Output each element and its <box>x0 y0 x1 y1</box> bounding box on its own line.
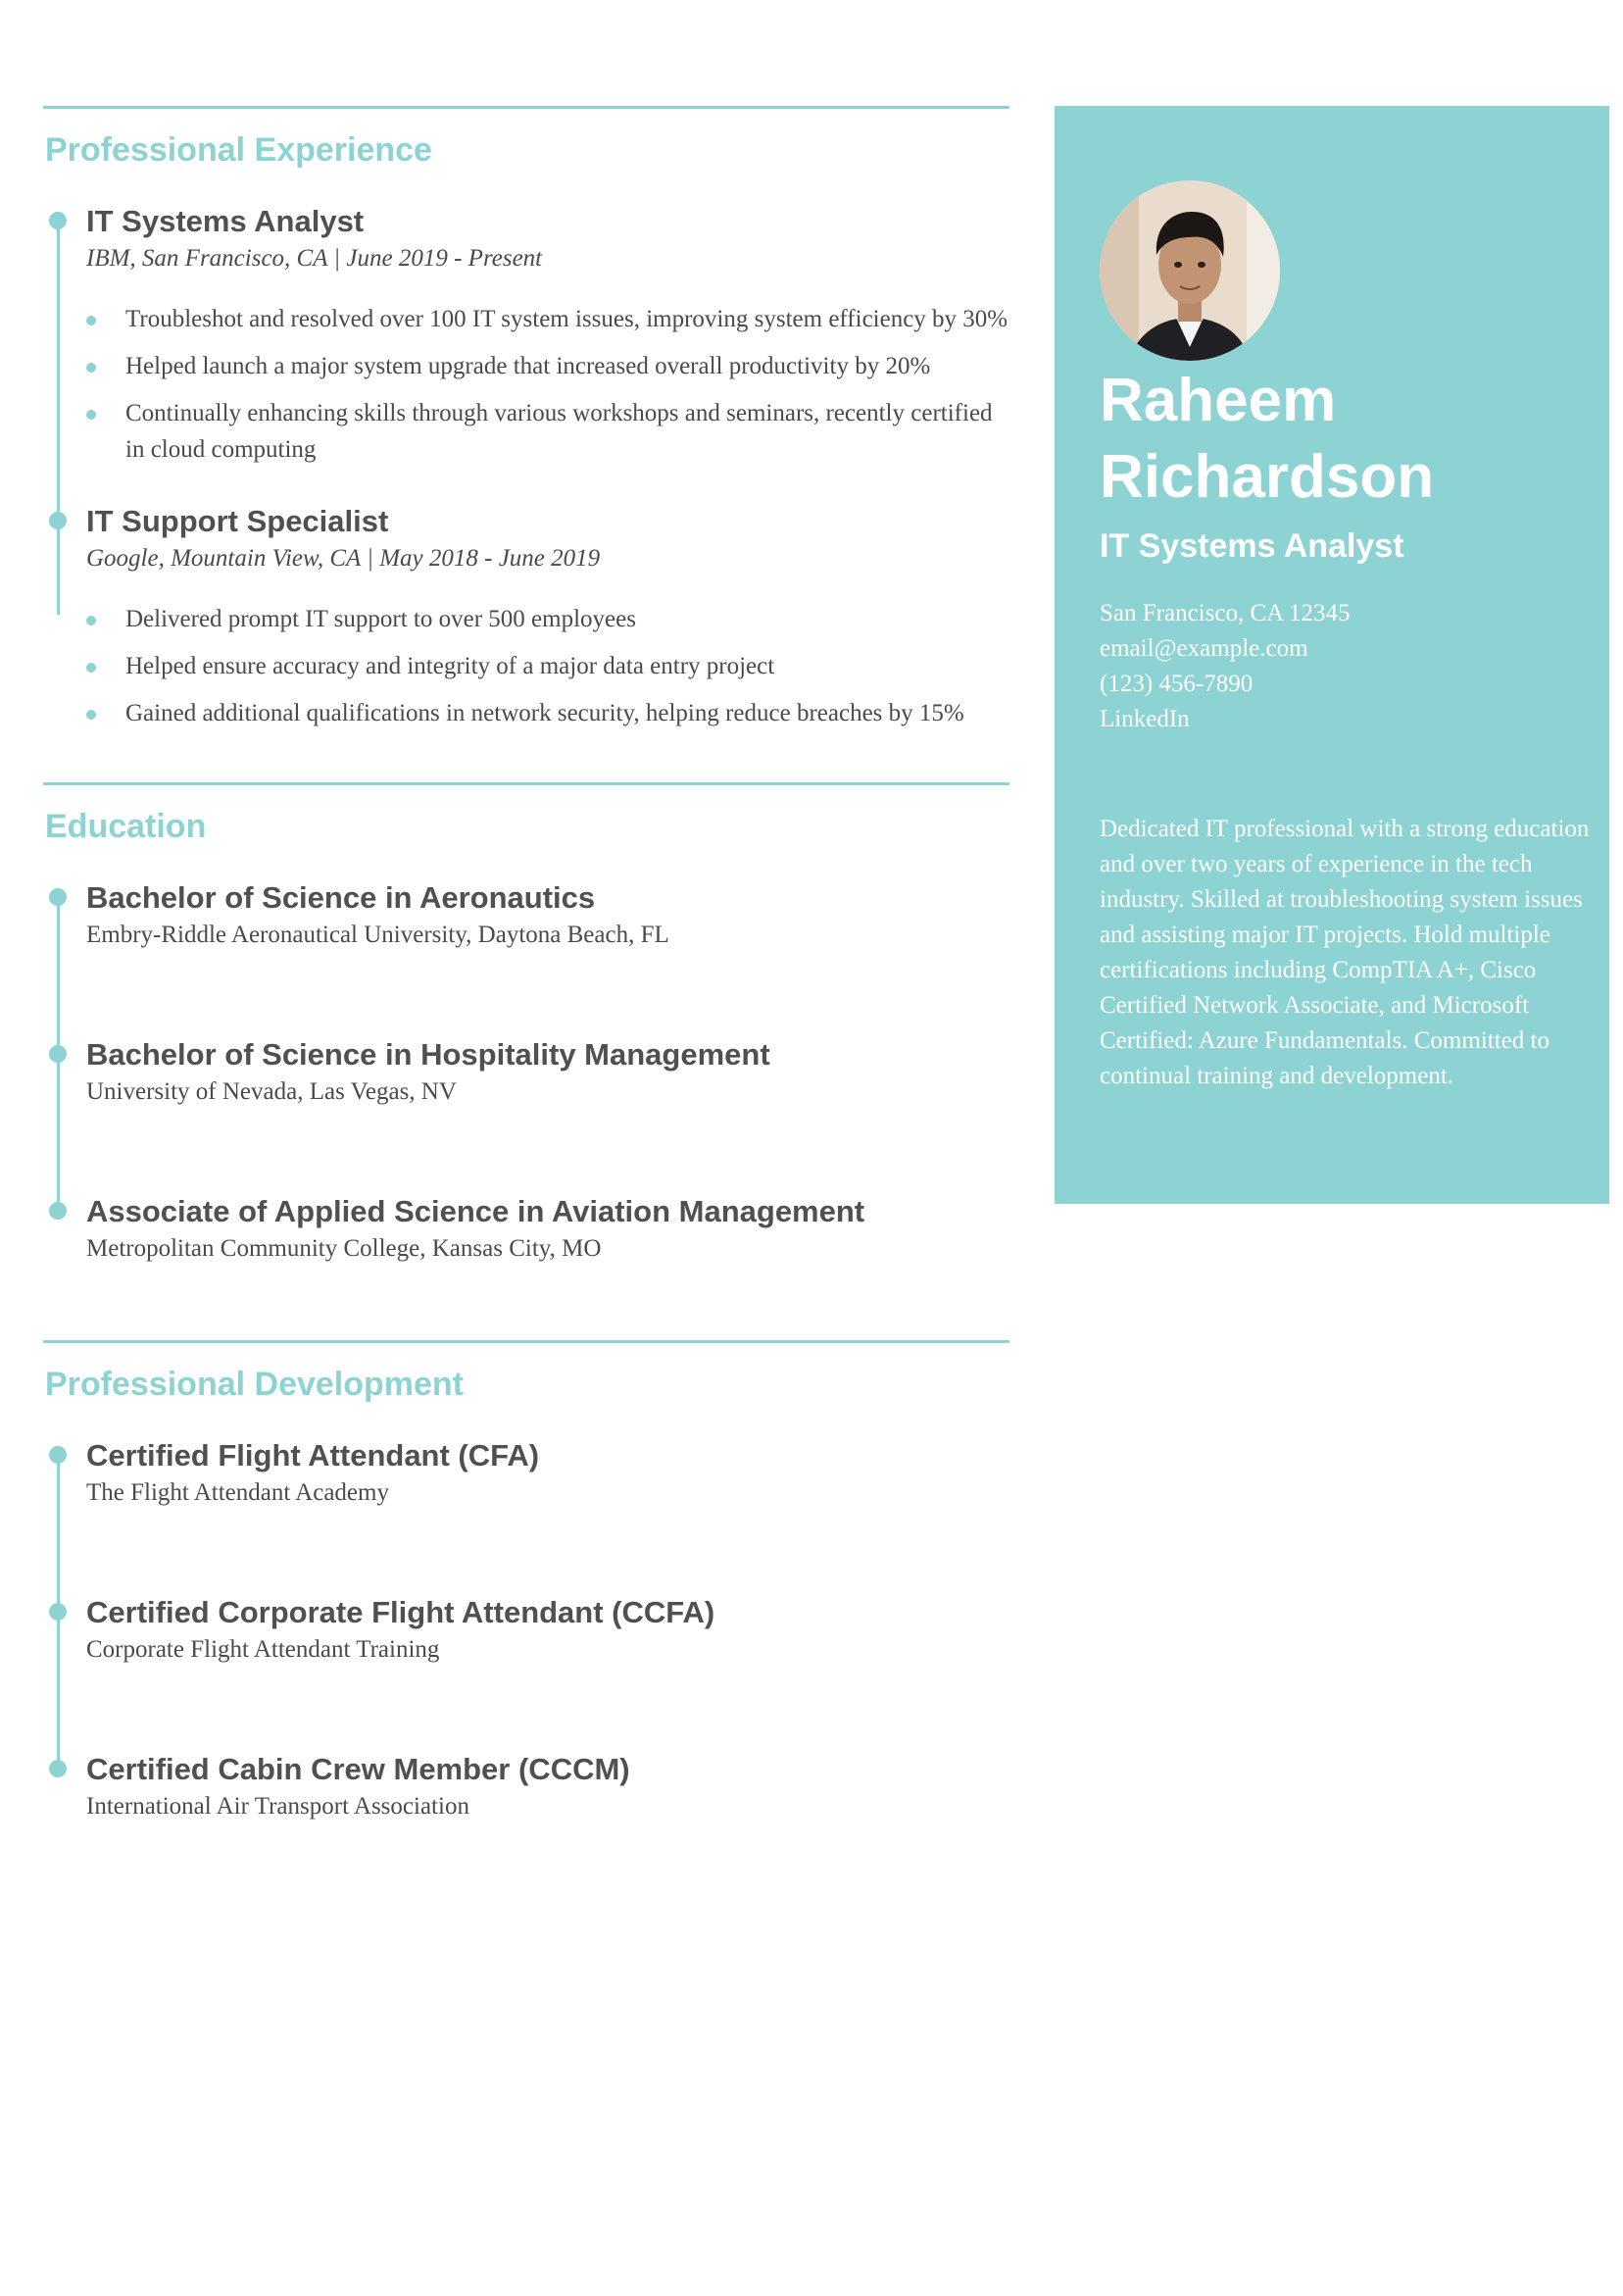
timeline-dot <box>49 1045 67 1063</box>
certification-title: Certified Corporate Flight Attendant (CCFA) <box>86 1595 715 1629</box>
candidate-name <box>1100 363 1590 516</box>
bullet-item: Gained additional qualifications in network security, helping reduce breaches by 15% <box>86 695 1009 731</box>
job-entry <box>43 503 1009 731</box>
timeline-dot <box>49 888 67 906</box>
certification-entry <box>43 1594 1009 1667</box>
education-entry <box>43 1193 1009 1266</box>
profile-summary: Dedicated IT professional with a strong education and over two years of experience in the tech industry. Skilled at troubleshooting system issues and assisting major IT projects. Hold multiple certifications including CompTIA A+, Cisco Certified Network Associate, and Microsoft Certified: Azure Fundamentals. Committed to continual training and development. <box>1100 816 1590 1089</box>
bullet-item: Continually enhancing skills through various workshops and seminars, recently certified in cloud computing <box>86 395 1009 468</box>
education-timeline <box>43 879 1009 1266</box>
education-entry <box>43 1036 1009 1109</box>
job-title: IT Support Specialist <box>86 504 389 538</box>
bullet-item: Troubleshot and resolved over 100 IT system issues, improving system efficiency by 30% <box>86 301 1009 337</box>
degree-title: Bachelor of Science in Aeronautics <box>86 880 596 915</box>
section-divider <box>43 782 1009 785</box>
school-name: University of Nevada, Las Vegas, NV <box>86 1078 457 1105</box>
first-name: Raheem <box>1100 367 1337 434</box>
contact-address: San Francisco, CA 12345 <box>1100 600 1351 626</box>
contact-info <box>1100 596 1351 737</box>
candidate-role: IT Systems Analyst <box>1100 527 1404 565</box>
development-section <box>43 1340 1009 1823</box>
certification-org: Corporate Flight Attendant Training <box>86 1636 440 1663</box>
section-divider <box>43 1340 1009 1343</box>
development-heading: Professional Development <box>45 1366 465 1403</box>
degree-title: Bachelor of Science in Hospitality Management <box>86 1037 770 1072</box>
job-bullets <box>86 301 1009 468</box>
experience-heading: Professional Experience <box>45 131 432 169</box>
timeline-dot <box>49 1446 67 1464</box>
job-entry <box>43 203 1009 468</box>
timeline-dot <box>49 212 67 229</box>
job-subtitle: IBM, San Francisco, CA | June 2019 - Present <box>86 245 543 272</box>
certification-org: International Air Transport Association <box>86 1793 469 1820</box>
certification-title: Certified Flight Attendant (CFA) <box>86 1438 540 1472</box>
experience-section <box>43 106 1009 731</box>
education-heading: Education <box>45 808 207 845</box>
timeline-dot <box>49 1202 67 1220</box>
bullet-item: Delivered prompt IT support to over 500 employees <box>86 601 1009 637</box>
timeline-dot <box>49 512 67 529</box>
certification-entry <box>43 1437 1009 1510</box>
certification-entry <box>43 1751 1009 1823</box>
contact-linkedin[interactable]: LinkedIn <box>1100 706 1190 732</box>
school-name: Metropolitan Community College, Kansas City, MO <box>86 1235 602 1262</box>
job-title: IT Systems Analyst <box>86 204 365 238</box>
education-entry <box>43 879 1009 952</box>
person-photo-icon <box>1100 180 1280 361</box>
degree-title: Associate of Applied Science in Aviation Management <box>86 1194 865 1228</box>
bullet-item: Helped launch a major system upgrade that increased overall productivity by 20% <box>86 348 1009 384</box>
last-name: Richardson <box>1100 443 1435 511</box>
job-bullets <box>86 601 1009 731</box>
contact-email[interactable]: email@example.com <box>1100 635 1308 662</box>
bullet-item: Helped ensure accuracy and integrity of a major data entry project <box>86 648 1009 684</box>
experience-timeline <box>43 203 1009 731</box>
main-column <box>43 106 1009 1823</box>
profile-sidebar <box>1055 106 1609 1204</box>
job-subtitle: Google, Mountain View, CA | May 2018 - June 2019 <box>86 545 601 572</box>
school-name: Embry-Riddle Aeronautical University, Daytona Beach, FL <box>86 922 669 948</box>
certification-title: Certified Cabin Crew Member (CCCM) <box>86 1752 630 1786</box>
certification-org: The Flight Attendant Academy <box>86 1479 389 1506</box>
education-section <box>43 782 1009 1266</box>
timeline-dot <box>49 1603 67 1621</box>
avatar <box>1100 180 1280 361</box>
section-divider <box>43 106 1009 109</box>
development-timeline <box>43 1437 1009 1823</box>
contact-phone: (123) 456-7890 <box>1100 671 1254 697</box>
timeline-dot <box>49 1760 67 1777</box>
